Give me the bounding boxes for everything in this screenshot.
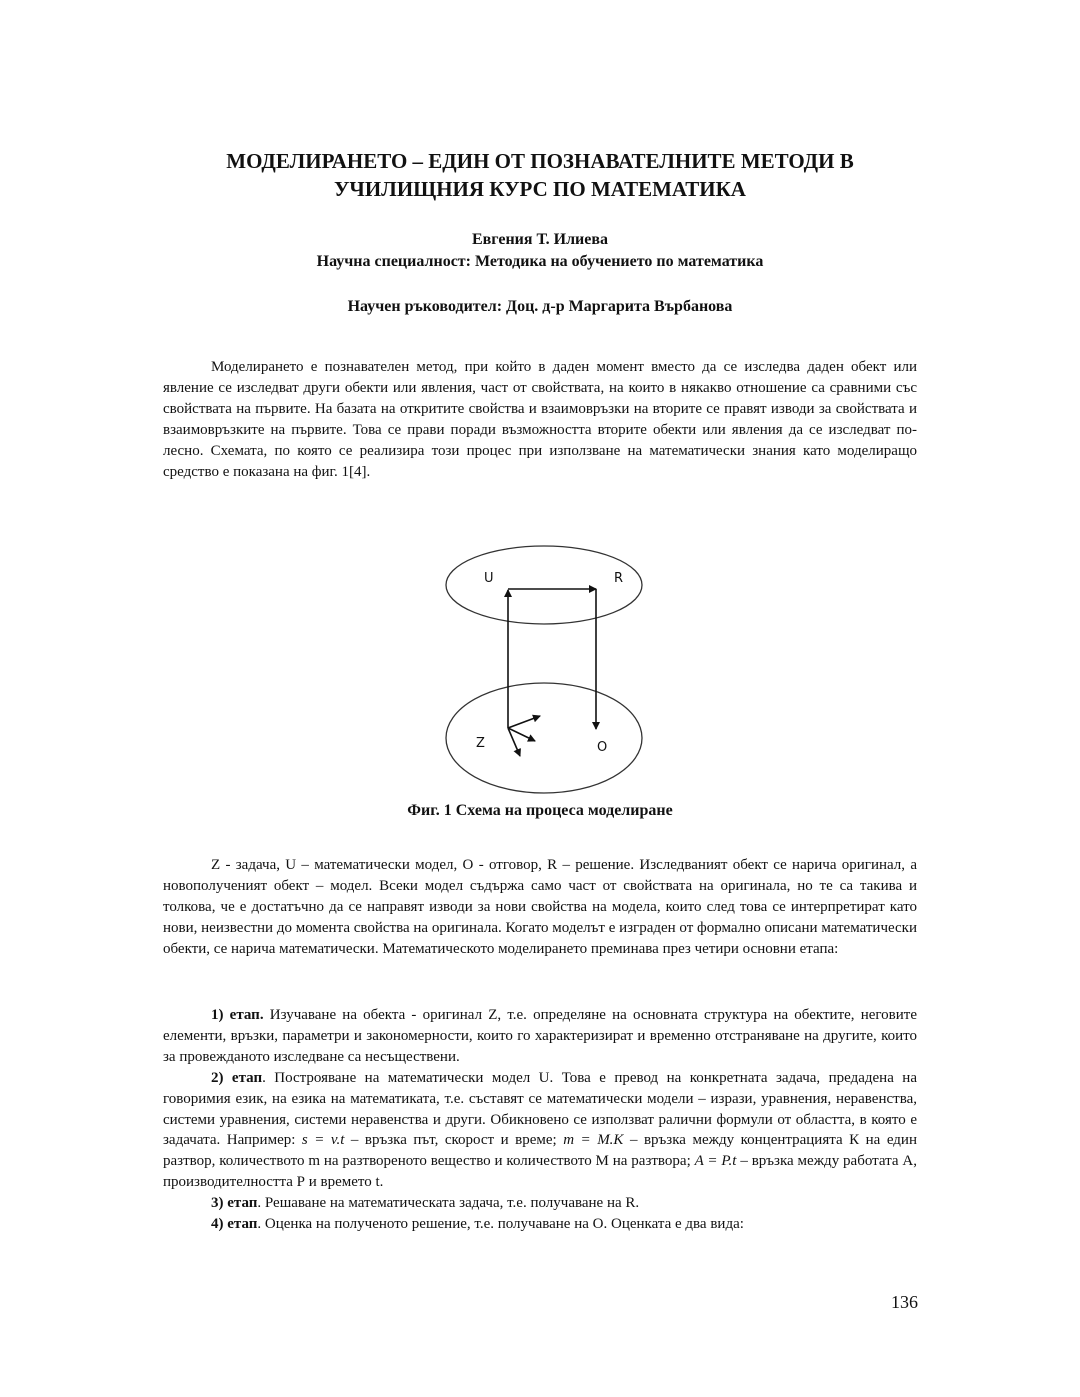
formula-concentration: m = M.K	[563, 1132, 624, 1149]
z-branch-arrow-1	[508, 716, 540, 728]
paper-title	[163, 147, 917, 203]
label-o: O	[597, 740, 608, 755]
stage-3-label: 3) етап	[211, 1195, 258, 1212]
stage-2-text-a: . Построяване на математически модел U. Това е превод на конкретната задача, предадена на говоримия език, на езика на математиката, т.е. съставят се математически модели – изрази, уравнения, неравенства, системи уравнения, системи неравенства и други. Обикновено се използват ралични формули от областта, в която е задачата. Например:	[163, 1069, 917, 1149]
stage-1	[163, 1005, 917, 1068]
formula-work: A = P.t	[694, 1153, 737, 1170]
stage-2-text-d: – връзка между работата А, производителността Р и времето t.	[163, 1153, 917, 1191]
formula-path: s = v.t	[301, 1132, 345, 1149]
stage-2	[163, 1068, 917, 1193]
stage-3	[163, 1193, 917, 1214]
figure-modeling-scheme	[440, 545, 650, 795]
title-line-1: МОДЕЛИРАНЕТО – ЕДИН ОТ ПОЗНАВАТЕЛНИТЕ МЕТОДИ В	[226, 149, 854, 173]
author-block	[163, 229, 917, 273]
author-specialty: Научна специалност: Методика на обучението по математика	[316, 253, 764, 270]
stage-1-label: 1) етап.	[211, 1007, 264, 1023]
stage-2-text-b: – връзка път, скорост и време;	[344, 1132, 564, 1149]
stage-4-label: 4) етап	[211, 1216, 258, 1233]
stage-2-label: 2) етап	[211, 1069, 263, 1086]
label-u: U	[484, 571, 494, 586]
page-number: 136	[891, 1292, 918, 1312]
title-line-2: УЧИЛИЩНИЯ КУРС ПО МАТЕМАТИКА	[334, 177, 746, 201]
figure-caption: Фиг. 1 Схема на процеса моделиране	[407, 802, 673, 819]
model-ellipse	[446, 546, 642, 624]
intro-paragraph: Моделирането е познавателен метод, при който в даден момент вместо да се изследва даден обект или явление се изследват други обекти или явления, част от свойствата, на които в някакво отношение са сравними със свойствата на първите. На базата на откритите свойства и взаимовръзки на вторите се правят изводи за свойствата и взаимовръзките на първите. Това се прави поради възможността вторите обекти или явления да се изследват по-лесно. Схемата, по която се реализира този процес при използване на математически знания като моделиращо средство е показана на фиг. 1[4].	[163, 359, 917, 480]
stage-3-text: . Решаване на математическата задача, т.е. получаване на R.	[257, 1195, 640, 1212]
definitions-paragraph: Z - задача, U – математически модел, О - отговор, R – решение. Изследваният обект се нарича оригинал, а новополученият обект – модел. Всеки модел съдържа само част от свойствата на оригинала, но те са такива и толкова, че е достатъчно да се направят изводи за нови свойства на модела, които след това се интерпретират като нови, неизвестни до момента свойства на оригинала. Когато моделът е изграден от формално описани математически обекти, се нарича математически. Математическото моделирането преминава през четири основни етапа:	[163, 857, 917, 957]
scientific-advisor: Научен ръководител: Доц. д-р Маргарита Върбанова	[347, 298, 733, 315]
author-name: Евгения Т. Илиева	[471, 231, 608, 248]
label-z: Z	[476, 736, 485, 751]
stages-list	[163, 1005, 917, 1235]
stage-1-text: Изучаване на обекта - оригинал Z, т.е. определяне на основната структура на обектите, неговите елементи, връзки, параметри и закономерности, които го характеризират и временно отстраняване на другите, които за провежданото изследване са несъществени.	[163, 1007, 917, 1065]
modeling-scheme-diagram	[440, 545, 650, 795]
label-r: R	[614, 571, 624, 586]
stage-2-text-c: – връзка между концентрацията К на един разтвор, количеството m на разтвореното вещество и количеството М на разтвора;	[163, 1132, 917, 1170]
stage-4	[163, 1214, 917, 1235]
stage-4-text: . Оценка на полученото решение, т.е. получаване на О. Оценката е два вида:	[257, 1216, 744, 1233]
